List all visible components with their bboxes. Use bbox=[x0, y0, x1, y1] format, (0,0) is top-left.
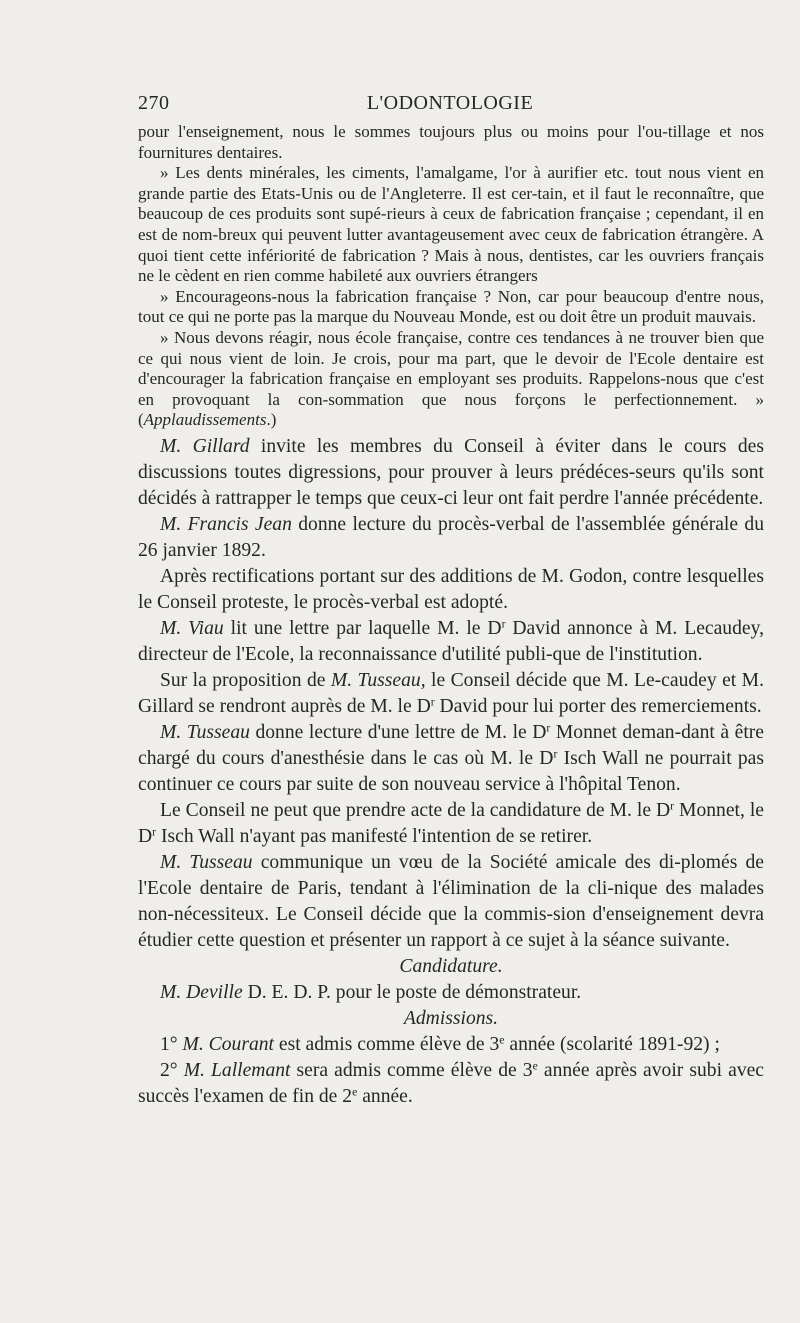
quote-paragraph-2: » Les dents minérales, les ciments, l'amalgame, l'or à aurifier etc. tout nous vient en grande partie des Etats-Unis ou de l'Angleterre. Il est cer-tain, et il faut le reconnaître, que beaucoup de ces produits sont supé-rieurs à ceux de fabrication française ; cependant, il en est de nom-breux qui peuvent lutter avantageusement avec ceux de fabrication étrangère. A quoi tient cette infériorité de fabrication ? Mais à nous, dentistes, car les ouvriers français ne le cèdent en rien comme habileté aux ouvriers étrangers bbox=[138, 163, 764, 286]
prop-text-b: le Conseil décide que M. Le-caudey et M. Gillard se rendront auprès de M. le D bbox=[138, 669, 764, 717]
tusseau-voeu-paragraph bbox=[138, 850, 764, 954]
viau-text-a: lit une lettre par laquelle M. le D bbox=[223, 617, 502, 639]
tusseau1-sup1: r bbox=[546, 721, 551, 735]
admission-1-name: M. Courant bbox=[182, 1033, 274, 1055]
prop-name: M. Tusseau, bbox=[330, 669, 426, 691]
quoted-speech bbox=[138, 122, 764, 431]
tusseau-letter-paragraph bbox=[138, 720, 764, 798]
minutes-section bbox=[138, 434, 764, 1110]
admission-2-name: M. Lallemant bbox=[183, 1059, 291, 1081]
tusseau1-text-a: donne lecture d'une lettre de M. le D bbox=[249, 721, 547, 743]
candidature-heading-text: Candidature. bbox=[399, 955, 503, 977]
admission-2-sup: e bbox=[532, 1059, 538, 1073]
tusseau1-name: M. Tusseau bbox=[160, 721, 250, 743]
viau-text-b: David annonce à M. Lecaudey, directeur de l'Ecole, la reconnaissance d'utilité publi-que de l'institution. bbox=[138, 617, 765, 665]
admission-1-number: 1° bbox=[160, 1033, 183, 1055]
deville-text: D. E. D. P. pour le poste de démonstrateur. bbox=[242, 981, 582, 1003]
candidature-heading bbox=[138, 954, 764, 980]
quote-paragraph-4 bbox=[138, 328, 764, 431]
admission-1-text-a: est admis comme élève de 3 bbox=[273, 1033, 500, 1055]
conseil-text-c: Isch Wall n'ayant pas manifesté l'intention de se retirer. bbox=[156, 825, 593, 847]
admission-2-text-b: année après avoir subi avec succès l'examen de fin de 2 bbox=[138, 1059, 765, 1107]
viau-name: M. Viau bbox=[160, 617, 224, 639]
quote-paragraph-4-end: .) bbox=[266, 410, 277, 430]
tusseau1-text-b: Monnet deman-dant à être chargé du cours d'anesthésie dans le cas où M. le D bbox=[138, 721, 765, 769]
admission-1-sup: e bbox=[499, 1033, 505, 1047]
prop-sup: r bbox=[430, 695, 435, 709]
proposition-paragraph bbox=[138, 668, 764, 720]
tusseau1-text-c: Isch Wall ne pourrait pas continuer ce cours par suite de son nouveau service à l'hôpital Tenon. bbox=[138, 747, 764, 795]
tusseau1-sup2: r bbox=[553, 747, 558, 761]
admission-2 bbox=[138, 1058, 764, 1110]
gillard-paragraph bbox=[138, 434, 764, 512]
conseil-text-b: Monnet, le D bbox=[138, 799, 764, 847]
conseil-paragraph bbox=[138, 798, 764, 850]
quote-paragraph-1: pour l'enseignement, nous le sommes toujours plus ou moins pour l'ou-tillage et nos fournitures dentaires. bbox=[138, 122, 764, 162]
admissions-heading bbox=[138, 1006, 764, 1032]
conseil-sup2: r bbox=[152, 825, 157, 839]
deville-name: M. Deville bbox=[160, 981, 243, 1003]
admission-2-number: 2° bbox=[160, 1059, 184, 1081]
quote-paragraph-3: » Encourageons-nous la fabrication française ? Non, car pour beaucoup d'entre nous, tout ce qui ne porte pas la marque du Nouveau Monde, est ou doit être un produit mauvais. bbox=[138, 286, 764, 327]
admission-1-text-b: année (scolarité 1891-92) ; bbox=[504, 1033, 720, 1055]
admission-1 bbox=[138, 1032, 764, 1058]
page-body bbox=[138, 122, 764, 1110]
applause-note: Applaudissements bbox=[143, 410, 267, 430]
jean-text: donne lecture du procès-verbal de l'assemblée générale du 26 janvier 1892. bbox=[138, 513, 764, 561]
conseil-sup1: r bbox=[670, 799, 675, 813]
gillard-name: M. Gillard bbox=[160, 435, 250, 457]
conseil-text-a: Le Conseil ne peut que prendre acte de la candidature de M. le D bbox=[160, 799, 671, 821]
tusseau2-text: communique un vœu de la Société amicale des di-plomés de l'Ecole dentaire de Paris, tendant à l'élimination de la cli-nique des malades non-nécessiteux. Le Conseil décide que la commis-sion d'enseignement devra étudier cette question et présenter un rapport à ce sujet à la séance suivante. bbox=[138, 851, 764, 951]
admission-2-text-c: année. bbox=[357, 1085, 413, 1107]
tusseau2-name: M. Tusseau bbox=[160, 851, 253, 873]
deville-paragraph bbox=[138, 980, 764, 1006]
rectification-paragraph: Après rectifications portant sur des additions de M. Godon, contre lesquelles le Conseil proteste, le procès-verbal est adopté. bbox=[138, 565, 764, 613]
viau-paragraph bbox=[138, 616, 764, 668]
gillard-text: invite les membres du Conseil à éviter dans le cours des discussions toutes digressions, pour prouver à leurs prédéces-seurs qu'ils sont décidés à rattrapper le temps que ceux-ci leur ont fait perdre l'année précédente. bbox=[138, 435, 764, 509]
journal-title: L'ODONTOLOGIE bbox=[366, 92, 534, 114]
jean-paragraph bbox=[138, 512, 764, 564]
admission-2-text-a: sera admis comme élève de 3 bbox=[290, 1059, 533, 1081]
viau-sup: r bbox=[501, 617, 506, 631]
prop-text-a: Sur la proposition de bbox=[160, 669, 331, 691]
admission-2-sup2: e bbox=[352, 1085, 358, 1099]
quote-paragraph-4-text: » Nous devons réagir, nous école française, contre ces tendances à ne trouver bien que ce qui nous vient de loin. Je crois, pour ma part, que le devoir de l'Ecole dentaire est d'encourager la fabrication française en employant ses produits. Rappelons-nous que c'est en provoquant la con-sommation que nous forçons le perfectionnement. » ( bbox=[138, 327, 764, 430]
running-header bbox=[138, 92, 762, 118]
jean-name: M. Francis Jean bbox=[160, 513, 292, 535]
page-number: 270 bbox=[138, 92, 170, 114]
prop-text-c: David pour lui porter des remerciements. bbox=[434, 695, 762, 717]
admissions-heading-text: Admissions. bbox=[403, 1007, 499, 1029]
